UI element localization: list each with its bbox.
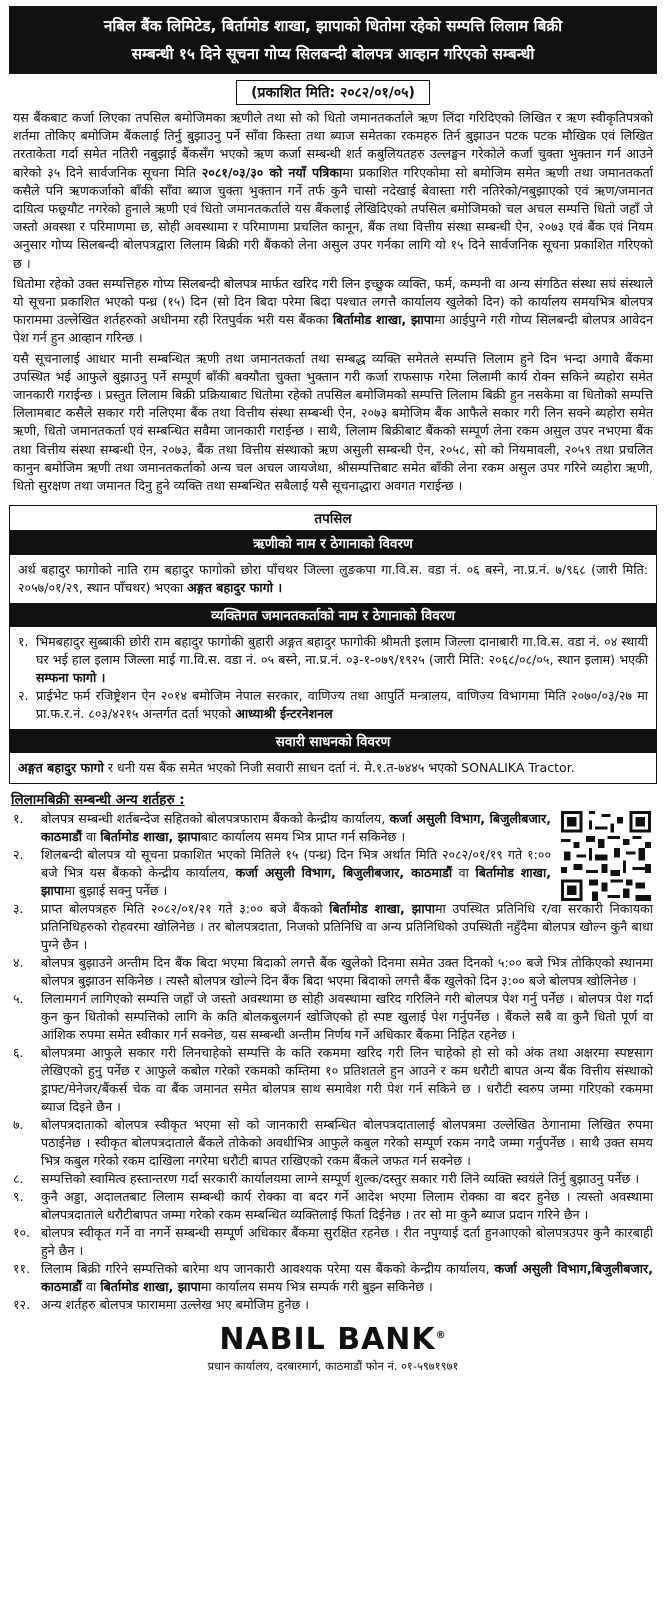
term-part-c: वा bbox=[452, 865, 476, 881]
term-part-b: कर्जा असुली विभाग, बिजुलीबजार, काठमाडौं bbox=[235, 865, 453, 881]
term-text bbox=[41, 1044, 653, 1116]
term-item bbox=[9, 900, 657, 954]
term-part-a: बोलपत्र सम्बन्धी शर्तबन्देज सहितको बोलपत्रफाराम बैंकको केन्द्रीय कार्यालय, bbox=[41, 811, 390, 827]
borrower-details bbox=[10, 555, 656, 603]
term-part-a: सम्पत्तिको स्वामित्व हस्तान्तरण गर्दा सरकारी कार्यालयमा लाग्ने सम्पूर्ण शुल्क/दस्तुर सकार गरी लिने व्यक्ति स्वयंले तिर्नु बुझाउनु पर्नेछ । bbox=[41, 1171, 640, 1187]
term-item bbox=[9, 1188, 657, 1224]
details-table bbox=[9, 505, 657, 784]
title-line-1: नबिल बैंक लिमिटेड, बिर्तामोड शाखा, झापाको धितोमा रहेको सम्पत्ति लिलाम बिक्री bbox=[103, 17, 563, 35]
guarantor1-text: भिमबहादुर सुब्बाकी छोरी राम बहादुर फागोकी बुहारी अङ्गत बहादुर फागोकी श्रीमती इलाम जिल्ला दानाबारी गा.वि.स. वडा नं. ०४ स्थायी घर भई हाल इलाम जिल्ला माई गा.वि.स. वडा नं. ०५ बस्ने, ना.प्र.नं. ०३-१-०७९/१९२५ (जारी मिति: २०६८/०८/०५, स्थान इलाम) भएकी bbox=[36, 634, 648, 668]
term-text bbox=[41, 900, 653, 954]
terms-title: लिलामबिक्री सम्बन्धी अन्य शर्तहरु : bbox=[11, 792, 185, 809]
term-item bbox=[9, 1224, 657, 1260]
term-text bbox=[41, 1188, 653, 1224]
term-part-d: बिर्तामोड शाखा, झापा bbox=[100, 829, 201, 845]
bank-logo bbox=[9, 1322, 657, 1357]
published-date-row bbox=[9, 80, 657, 105]
term-part-a: शिलबन्दी बोलपत्र यो सूचना प्रकाशित भएको मितिले १५ (पन्ध्र) दिन भित्र अर्थात मिति २०८२/०१/१९ गते १:०० बजे भित्र यस बैंकको केन्द्रीय कार्यालय, bbox=[41, 847, 551, 881]
paragraph-2 bbox=[9, 275, 657, 348]
term-item bbox=[9, 1116, 657, 1170]
borrower-text: अर्थ बहादुर फागोको नाति राम बहादुर फागोको छोरा पाँचथर जिल्ला लुङकपा गा.वि.स. वडा नं. ०६ बस्ने, ना.प्र.नं. ७/९६८ (जारी मिति: २०५७/०१/२९, स्थान पाँचथर) भएका bbox=[18, 562, 648, 596]
term-item bbox=[9, 846, 657, 900]
para1-text-b: मा प्रकाशित गरिएकोमा सो बमोजिम समेत ऋणी तथा जमानतकर्ता कसैले पनि ऋणकर्जाको बाँकी साँवा ब्याज चुक्ता भुक्तान गर्ने तर्फ कुनै चासो नदेखाई बेवास्ता गरी नतिरेको/नबुझाएको एवं ऋण/जमानत दायित्व फछ्र्यौट नगरेको हुनाले ऋणी एवं धितो जमानतकर्ताले यस बैंकलाई लेखिदिएको तपसिल बमोजिमको चल अचल सम्पत्ति धितो जहाँ जे जस्तो अवस्था र परिमाणमा छ, सोही अवस्थामा र परिमाणमा प्रचलित कानून, बैंक तथा वित्तीय संस्था सम्बन्धी ऐन, २०७३ एवं बैंक एवं नियम अनुसार गोप्य सिलबन्दी बोलपत्रद्वारा लिलाम बिक्री गरी बैंकको लेना असुल उपर गर्नका लागि यो १५ दिने सार्वजनिक सूचना प्रकाशित गरिएको छ । bbox=[13, 164, 653, 271]
term-part-a: अन्य शर्तहरु बोलपत्र फाराममा उल्लेख भए बमोजिम हुनेछ । bbox=[41, 1297, 310, 1313]
term-number: ८. bbox=[13, 1171, 24, 1187]
term-number: १. bbox=[13, 811, 24, 827]
borrower-name: अङ्गत बहादुर फागो । bbox=[187, 580, 283, 596]
term-number: ७. bbox=[13, 1117, 24, 1133]
term-part-a: बोलपत्र बुझाउने अन्तीम दिन बैंक बिदा भएमा बिदाको लगत्तै बैंक खुलेको दिनमा समेत उक्त दिनको ५:०० बजे भित्र तोकिएको स्थानमा बोलपत्र बुझाउन सकिनेछ । त्यस्तै बोलपत्र खोल्ने दिन बैंक बिदा भएमा बिदाको लगत्तै बैंक खुलेको दिन ३:०० बजे बोलपत्र खोलिनेछ । bbox=[41, 955, 653, 989]
term-text bbox=[41, 990, 653, 1044]
term-number: ५. bbox=[13, 991, 24, 1007]
term-number: १२. bbox=[13, 1297, 31, 1313]
vehicle-text: र धनी यस बैंक समेत भएको निजी सवारी साधन दर्ता नं. मे.१.त-७४४५ भएको SONALIKA Tractor. bbox=[103, 760, 575, 776]
title-line-2: सम्बन्धी १५ दिने सूचना गोप्य सिलबन्दी बोलपत्र आव्हान गरिएको सम्बन्धी bbox=[131, 45, 535, 63]
term-part-a: बोलपत्र स्वीकृत गर्ने वा नगर्ने सम्बन्धी सम्पूर्ण अधिकार बैंकमा सुरक्षित रहनेछ । रीत नपुग्याई दर्ता हुनआएको बोलपत्रउपर कुनै कारबाही हुने छैन । bbox=[41, 1225, 653, 1259]
term-item bbox=[9, 990, 657, 1044]
vehicle-owner: अङ्गत बहादुर फागो bbox=[18, 760, 104, 776]
logo-reg: ® bbox=[435, 1330, 447, 1342]
term-part-c: मा उपस्थित प्रतिनिधि र/वा सरकारी निकायका प्रतिनिधिहरुको रोहवरमा खोलिनेछ । तर बोलपत्रदाता, निजको प्रतिनिधि वा अन्य प्रतिनिधिको उपस्थिती नहुँदैमा बोलपत्र खोल्न कुनै बाधा पुग्ने छैन । bbox=[41, 901, 653, 953]
term-number: ११. bbox=[13, 1261, 31, 1277]
term-number: ४. bbox=[13, 955, 24, 971]
term-part-b: कर्जा असुली विभाग,बिजुलीबजार, काठमाडौं bbox=[41, 1261, 653, 1295]
term-part-e: मा बुझाई सक्नु पर्नेछ । bbox=[64, 883, 168, 899]
term-number: २. bbox=[13, 847, 24, 863]
para1-text-a: यस बैंकबाट कर्जा लिएका तपसिल बमोजिमका ऋणीले तथा सो को धितो जमानतकर्ताले ऋण लिंदा गरिदिएको लिखित र ऋण स्वीकृतिपत्रको शर्तमा तोकिए बमोजिम बैंकलाई तिर्नु बुझाउनु पर्ने साँवा किस्ता तथा ब्याज समेतका रकमहरु तिर्न बुझाउन पटक पटक मौखिक एवं लिखित तरताकेता गर्दा समेत नतिरी नबुझाई बैंकसँग भएको ऋण कर्जा सम्बन्धी शर्त कबुलियतहरु उल्लङ्घन गरेकोले कर्जा चुक्ता भुक्तान गर्न आउने बारेको ३५ दिने सार्वजनिक सूचना मिति bbox=[13, 110, 653, 180]
head-office-address: प्रधान कार्यालय, दरबारमार्ग, काठमाडौं फोन नं. ०१-५९७१९७१ bbox=[207, 1359, 459, 1374]
term-text bbox=[41, 1260, 653, 1296]
guarantor1-name: सम्फना फागो । bbox=[36, 670, 106, 686]
vehicle-heading: सवारी साधनको विवरण bbox=[10, 729, 656, 753]
term-part-c: वा bbox=[82, 829, 101, 845]
term-part-e: मा कार्यालय समय भित्र सम्पर्क गरी बुझ्न सकिनेछ । bbox=[200, 1279, 433, 1295]
para2-text-a: धितोमा रहेको उक्त सम्पत्तिहरु गोप्य सिलबन्दी बोलपत्र मार्फत खरिद गरी लिन इच्छुक व्यक्ति, फर्म, कम्पनी वा अन्य संगठित संस्था सघं संस्थाले यो सूचना प्रकाशित भएको पन्ध्र (१५) दिन (सो दिन बिदा परेमा बिदा पश्चात लगत्तै कार्यालय खुलेको दिन) को कार्यालय समयभित्र बोलपत्र फाराममा उल्लेखित शर्तहरुको अधीनमा रही रितपुर्वक भरी यस बैंकका bbox=[13, 275, 653, 328]
footer bbox=[9, 1322, 657, 1374]
term-part-a: कुनै अड्डा, अदालतबाट लिलाम सम्बन्धी कार्य रोक्का वा बदर गर्ने आदेश भएमा लिलाम रोक्का वा बदर हुनेछ । त्यस्तो अवस्थामा बोलपत्रदाताले धरौटीबापत जम्मा गरेको रकम सम्बन्धित व्यक्तिलाई फिर्ता दिईनेछ । तर सो मा कुनै ब्याज प्रदान गरिने छैन । bbox=[41, 1189, 653, 1223]
term-part-a: बोलपत्रदाताको बोलपत्र स्वीकृत भएमा सो को जानकारी सम्बन्धित बोलपत्रदातालाई बोलपत्रमा उल्लेखित ठेगानामा लिखित रुपमा पठाईनेछ । स्वीकृत बोलपत्रदाताले बैंकले तोकेको अवधीभित्र आफुले कबुल गरेको सम्पूर्ण रकम नगदै जम्मा गर्नुपर्नेछ । साथै उक्त समय भित्र कबुल गरेको रकम दाखिला नगरेमा धरौटी बापत राखिएको रकम बैंकले जफत गर्न सक्नेछ । bbox=[41, 1117, 653, 1169]
term-part-c: वा bbox=[82, 1279, 101, 1295]
term-part-a: लिलाम बिक्री गरिने सम्पत्तिको बारेमा थप जानकारी आवश्यक परेमा यस बैंकको केन्द्रीय कार्यालय, bbox=[41, 1261, 495, 1277]
term-part-b: कर्जा असुली विभाग, बिजुलीबजार, काठमाडौं bbox=[41, 811, 551, 845]
term-part-a: प्राप्त बोलपत्रहरु मिति २०८२/०१/२१ गते ३:०० बजे बैंकको bbox=[41, 901, 330, 917]
terms-list bbox=[9, 810, 657, 1314]
term-number: ६. bbox=[13, 1045, 24, 1061]
term-item bbox=[9, 1044, 657, 1116]
term-text bbox=[41, 1116, 653, 1170]
paragraph-1 bbox=[9, 109, 657, 273]
para2-bold: बिर्तामोड शाखा, झापा bbox=[332, 312, 435, 328]
term-item bbox=[9, 1296, 657, 1314]
paragraph-3: यसै सूचनालाई आधार मानी सम्बन्धित ऋणी तथा जमानतकर्ता तथा सम्बद्ध व्यक्ति समेतले सम्पत्ति लिलाम हुने दिन भन्दा अगावै बैंकमा उपस्थित भई आफुले बुझाउनु पर्ने सम्पूर्ण बाँकी बक्यौता चुक्ता भुक्तान गरी कर्जा राफसाफ गरेमा लिलामी कार्य रोक्न सकिने ब्यहोरा समेत जानकारी गराईन्छ । प्रस्तुत लिलाम बिक्री प्रक्रियाबाट धितोमा रहेको तपसिल बमोजिमको सम्पत्ति लिलाम बिक्री हुन नसकेमा वा धितोको सम्पत्ति लिलामबाट कसैले सकार गरी नलिएमा बैंक तथा वित्तीय संस्था सम्बन्धी ऐन, २०७३ बमोजिम बैंक आफैले सकार गरी लिन सक्ने ब्यहोरा समेत ऋणी, धितो जमानतकर्ता एवं सम्बन्धित सवैमा जानकारी गराईन्छ । साथै, लिलाम बिक्रीबाट बैंकको सम्पूर्ण लेना रकम असुल उपर नभएमा बैंक तथा वित्तीय संस्था सम्बन्धी ऐन, २०७३, बैंक तथा वित्तीय संस्थाको ऋण असुली सम्बन्धी ऐन, २०५८, सो को नियमावली, २०५९ तथा प्रचलित कानुन बमोजिम ऋणी तथा जमानतकर्ताको अन्य चल अचल जायजेथा, श्रीसम्पत्तिबाट समेत बाँकी लेना रकम असुल उपर गरिने व्यहोरा ऋणी, धितो सुरक्षण तथा जमानत दिनु हुने व्यक्ति तथा सम्बन्धित सबैलाई यसै सूचनाद्धारा अवगत गराईन्छ । bbox=[13, 350, 653, 494]
table-head: तपसिल bbox=[10, 506, 656, 531]
term-part-b: बिर्तामोड शाखा, झापा bbox=[329, 901, 435, 917]
logo-text: NABIL BANK bbox=[219, 1322, 436, 1358]
notice-title bbox=[9, 6, 657, 74]
term-text bbox=[41, 1170, 653, 1188]
term-text bbox=[41, 1224, 653, 1260]
term-text bbox=[41, 1296, 653, 1314]
term-item bbox=[9, 1170, 657, 1188]
term-item bbox=[9, 810, 657, 846]
para2-text-b: मा आईपुग्ने गरी गोप्य सिलबन्दी बोलपत्र आवेदन पेश गर्न हुन आव्हान गरिन्छ । bbox=[13, 312, 653, 346]
term-number: १०. bbox=[13, 1225, 31, 1241]
term-text bbox=[41, 954, 653, 990]
borrower-heading: ऋणीको नाम र ठेगानाको विवरण bbox=[10, 531, 656, 555]
term-part-d: बिर्तामोड शाखा, झापा bbox=[41, 865, 551, 899]
notice-page bbox=[9, 0, 657, 1374]
qr-code-icon[interactable] bbox=[561, 810, 651, 902]
guarantor-heading: व्यक्तिगत जमानतकर्ताको नाम र ठेगानाको विवरण bbox=[10, 603, 656, 627]
term-number: ३. bbox=[13, 901, 24, 917]
guarantor2-text: प्राईभेट फर्म रजिष्ट्रेशन ऐन २०१४ बमोजिम नेपाल सरकार, वाणिज्य तथा आपुर्ति मन्त्रालय, वाणिज्य विभागमा मिति २०७०/०३/२७ मा प्रा.फ.र.नं. ८०३/४२१५ अन्तर्गत दर्ता भएको bbox=[36, 688, 648, 722]
term-part-a: बोलपत्रमा आफुले सकार गरी लिनचाहेको सम्पत्ति के कति रकममा खरिद गरी लिन चाहेको हो सो को अंक तथा अक्षरमा स्पष्टसाग लेखिएको हुनु पर्नेछ र आफुले कबोल गरेको रकमको कम्तिमा १० प्रतिशतले हुन आउने र कम धरौटी बापत अन्य बैंक वित्तीय संस्थाको ड्राफ्ट/मेनेजर/बैंकर्स चेक वा बैंक जमानत समेत बोलपत्र साथ समावेश गरी पेश गर्न सकिने छ । धरौटी स्वरुप जम्मा गरिएको रकममा ब्याज दिइने छैन । bbox=[41, 1045, 653, 1115]
term-item bbox=[9, 954, 657, 990]
vehicle-details bbox=[10, 753, 656, 783]
term-part-d: बिर्तामोड शाखा, झापा bbox=[100, 1279, 201, 1295]
term-part-a: लिलामगर्न लागिएको सम्पत्ति जहाँ जे जस्तो अवस्थामा छ सोही अवस्थामा खरिद गरिलिने गरी बोलपत्र पेश गर्नु पर्नेछ । बोलपत्र पेश गर्दा कुन कुन धितोको सम्पत्तिको लागि के कति बोलकबुलगर्न खोजिएको हो स्पष्ट खुलाई पेश गर्नुपर्नेछ । बैंकले सबै वा कुनै धितो पूर्ण वा आंशिक रुपमा समेत स्वीकार गर्न सक्नेछ, यस सम्बन्धी अन्तीम निर्णय गर्ने अधिकार बैंकमा निहित रहनेछ । bbox=[41, 991, 653, 1043]
guarantor2-name: आध्याश्री ईन्टरनेशनल bbox=[235, 706, 333, 722]
term-number: ९. bbox=[13, 1189, 24, 1205]
published-date: (प्रकाशित मिति: २०८२/०१/०५) bbox=[236, 80, 430, 105]
para1-bold: २०८१/०३/३० को नयाँ पत्रिका bbox=[201, 164, 343, 180]
term-part-e: बाट कार्यालय समय भित्र प्राप्त गर्न सकिनेछ । bbox=[200, 829, 406, 845]
term-item bbox=[9, 1260, 657, 1296]
guarantor-details: १. भिमबहादुर सुब्बाकी छोरी राम बहादुर फागोकी बुहारी अङ्गत बहादुर फागोकी श्रीमती इलाम जिल्ला दानाबारी गा.वि.स. वडा नं. ०४ स्थायी घर भई हाल इलाम जिल्ला माई गा.वि.स. वडा नं. ०५ बस्ने, ना.प्र.नं. ०३-१-०७९/१९२५ (जारी मिति: २०६८/०८/०५, स्थान इलाम) भएकी सम्फना फागो । २. प्राईभेट फर्म रजिष्ट्रेशन ऐन २०१४ बमोजिम नेपाल सरकार, वाणिज्य तथा आपुर्ति मन्त्रालय, वाणिज्य विभागमा मिति २०७०/०३/२७ मा प्रा.फ.र.नं. ८०३/४२१५ अन्तर्गत दर्ता भएको आध्याश्री ईन्टरनेशनल bbox=[18, 634, 648, 722]
